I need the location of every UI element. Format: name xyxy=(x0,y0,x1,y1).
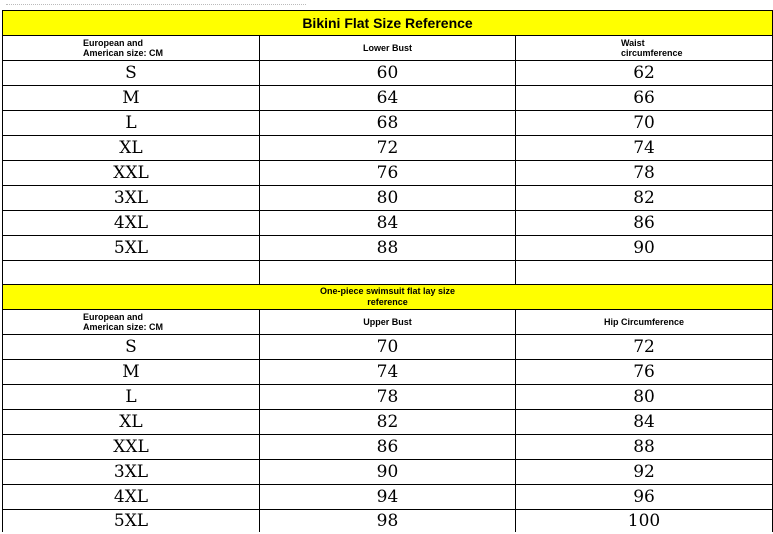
waist-cell: 78 xyxy=(516,161,773,186)
size-cell: XL xyxy=(3,410,260,435)
bikini-title: Bikini Flat Size Reference xyxy=(3,11,773,36)
table-row xyxy=(3,186,773,211)
size-cell: M xyxy=(3,360,260,385)
size-cell: XXL xyxy=(3,161,260,186)
table-row xyxy=(3,460,773,485)
size-cell: L xyxy=(3,385,260,410)
lower-bust-cell: 76 xyxy=(260,161,516,186)
size-cell: L xyxy=(3,111,260,136)
waist-cell: 82 xyxy=(516,186,773,211)
table-row xyxy=(3,161,773,186)
onepiece-title: One-piece swimsuit flat lay size reference xyxy=(3,285,773,310)
table-row xyxy=(3,61,773,86)
size-cell: 3XL xyxy=(3,186,260,211)
hip-cell: 84 xyxy=(516,410,773,435)
size-cell: 5XL xyxy=(3,510,260,533)
hip-cell: 100 xyxy=(516,510,773,533)
table-row xyxy=(3,485,773,510)
upper-bust-cell: 82 xyxy=(260,410,516,435)
size-reference-table xyxy=(2,10,773,532)
lower-bust-cell: 60 xyxy=(260,61,516,86)
upper-bust-cell: 74 xyxy=(260,360,516,385)
waist-cell: 90 xyxy=(516,236,773,261)
onepiece-size-header: European and American size: CM xyxy=(3,310,260,335)
lower-bust-cell: 72 xyxy=(260,136,516,161)
onepiece-header-row xyxy=(3,310,773,335)
size-cell: S xyxy=(3,61,260,86)
size-cell: 5XL xyxy=(3,236,260,261)
table-row xyxy=(3,385,773,410)
onepiece-upper-bust-header: Upper Bust xyxy=(260,310,516,335)
onepiece-title-row xyxy=(3,285,773,310)
table-row xyxy=(3,410,773,435)
upper-bust-cell: 94 xyxy=(260,485,516,510)
size-cell: 4XL xyxy=(3,485,260,510)
table-row xyxy=(3,136,773,161)
hip-cell: 88 xyxy=(516,435,773,460)
lower-bust-cell: 84 xyxy=(260,211,516,236)
table-row xyxy=(3,510,773,533)
size-cell: 4XL xyxy=(3,211,260,236)
size-cell: XXL xyxy=(3,435,260,460)
upper-bust-cell: 90 xyxy=(260,460,516,485)
bikini-header-row xyxy=(3,36,773,61)
bikini-lower-bust-header: Lower Bust xyxy=(260,36,516,61)
bikini-title-row xyxy=(3,11,773,36)
size-cell: S xyxy=(3,335,260,360)
table-row xyxy=(3,111,773,136)
waist-cell: 66 xyxy=(516,86,773,111)
upper-bust-cell: 70 xyxy=(260,335,516,360)
bikini-waist-header: Waist circumference xyxy=(516,36,773,61)
hip-cell: 92 xyxy=(516,460,773,485)
hip-cell: 76 xyxy=(516,360,773,385)
bikini-size-header: European and American size: CM xyxy=(3,36,260,61)
lower-bust-cell: 64 xyxy=(260,86,516,111)
lower-bust-cell: 68 xyxy=(260,111,516,136)
waist-cell: 86 xyxy=(516,211,773,236)
table-row xyxy=(3,360,773,385)
size-cell: XL xyxy=(3,136,260,161)
upper-bust-cell: 78 xyxy=(260,385,516,410)
blank-row xyxy=(3,261,773,285)
table-row xyxy=(3,236,773,261)
size-cell: M xyxy=(3,86,260,111)
table-row xyxy=(3,86,773,111)
onepiece-hip-header: Hip Circumference xyxy=(516,310,773,335)
upper-bust-cell: 86 xyxy=(260,435,516,460)
table-row xyxy=(3,435,773,460)
lower-bust-cell: 80 xyxy=(260,186,516,211)
table-row xyxy=(3,335,773,360)
waist-cell: 70 xyxy=(516,111,773,136)
hip-cell: 72 xyxy=(516,335,773,360)
table-row xyxy=(3,211,773,236)
lower-bust-cell: 88 xyxy=(260,236,516,261)
top-cropped-text xyxy=(0,0,773,10)
hip-cell: 96 xyxy=(516,485,773,510)
hip-cell: 80 xyxy=(516,385,773,410)
waist-cell: 62 xyxy=(516,61,773,86)
upper-bust-cell: 98 xyxy=(260,510,516,533)
size-cell: 3XL xyxy=(3,460,260,485)
waist-cell: 74 xyxy=(516,136,773,161)
